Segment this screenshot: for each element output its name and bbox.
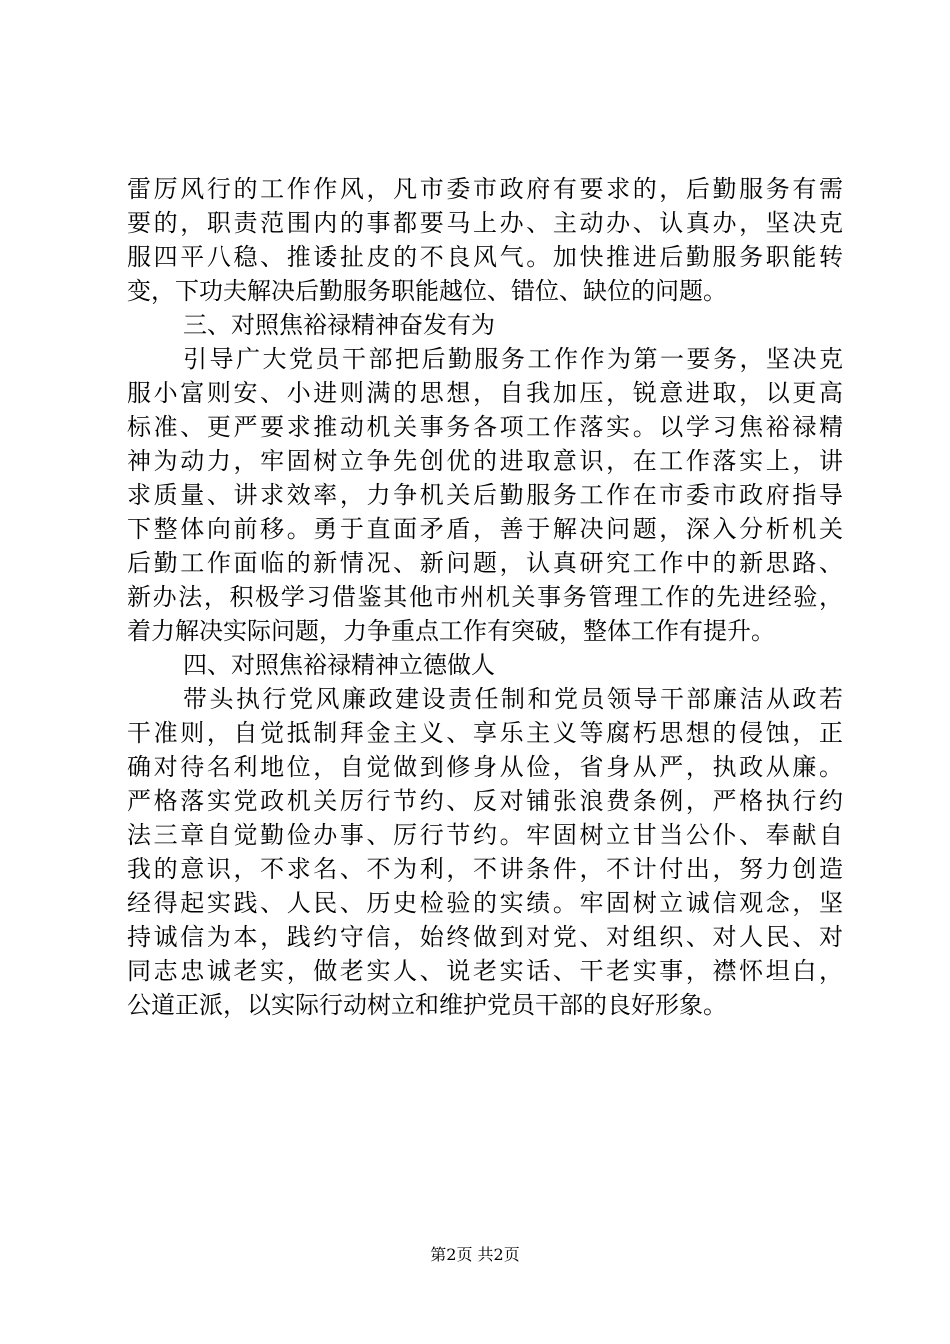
- text-line: 神为动力，牢固树立争先创优的进取意识，在工作落实上，讲: [127, 447, 843, 475]
- text-line: 法三章自觉勤俭办事、厉行节约。牢固树立甘当公仆、奉献自: [127, 821, 843, 849]
- paragraph-continuation: [127, 172, 843, 308]
- text-line: 公道正派，以实际行动树立和维护党员干部的良好形象。: [127, 991, 727, 1019]
- heading-line: 四、对照焦裕禄精神立德做人: [183, 651, 495, 679]
- heading-line: 三、对照焦裕禄精神奋发有为: [183, 311, 495, 339]
- text-line: 确对待名利地位，自觉做到修身从俭，省身从严，执政从廉。: [127, 753, 843, 781]
- text-line: 同志忠诚老实，做老实人、说老实话、干老实事，襟怀坦白，: [127, 957, 843, 985]
- text-line: 下整体向前移。勇于直面矛盾，善于解决问题，深入分析机关: [127, 515, 843, 543]
- text-line: 严格落实党政机关厉行节约、反对铺张浪费条例，严格执行约: [127, 787, 843, 815]
- text-line: 标准、更严要求推动机关事务各项工作落实。以学习焦裕禄精: [127, 413, 843, 441]
- text-line: 持诚信为本，践约守信，始终做到对党、对组织、对人民、对: [127, 923, 843, 951]
- section-heading-4: [127, 648, 843, 682]
- text-line: 我的意识，不求名、不为利，不讲条件，不计付出，努力创造: [127, 855, 843, 883]
- text-line: 经得起实践、人民、历史检验的实绩。牢固树立诚信观念，坚: [127, 889, 843, 917]
- text-line: 雷厉风行的工作作风，凡市委市政府有要求的，后勤服务有需: [127, 175, 843, 203]
- text-line: 服小富则安、小进则满的思想，自我加压，锐意进取，以更高: [127, 379, 843, 407]
- text-line: 干准则，自觉抵制拜金主义、享乐主义等腐朽思想的侵蚀，正: [127, 719, 843, 747]
- text-line: 变，下功夫解决后勤服务职能越位、错位、缺位的问题。: [127, 277, 727, 305]
- paragraph-3: [127, 342, 843, 648]
- text-line: 带头执行党风廉政建设责任制和党员领导干部廉洁从政若: [183, 685, 843, 713]
- document-body: [127, 172, 843, 1022]
- text-line: 求质量、讲求效率，力争机关后勤服务工作在市委市政府指导: [127, 481, 843, 509]
- text-line: 要的，职责范围内的事都要马上办、主动办、认真办，坚决克: [127, 209, 843, 237]
- text-line: 着力解决实际问题，力争重点工作有突破，整体工作有提升。: [127, 617, 775, 645]
- text-line: 后勤工作面临的新情况、新问题，认真研究工作中的新思路、: [127, 549, 843, 577]
- text-line: 新办法，积极学习借鉴其他市州机关事务管理工作的先进经验，: [127, 583, 843, 611]
- paragraph-4: [127, 682, 843, 1022]
- text-line: 服四平八稳、推诿扯皮的不良风气。加快推进后勤服务职能转: [127, 243, 843, 271]
- section-heading-3: [127, 308, 843, 342]
- text-line: 引导广大党员干部把后勤服务工作作为第一要务，坚决克: [183, 345, 843, 373]
- page-number-footer: 第2页 共2页: [430, 1245, 520, 1264]
